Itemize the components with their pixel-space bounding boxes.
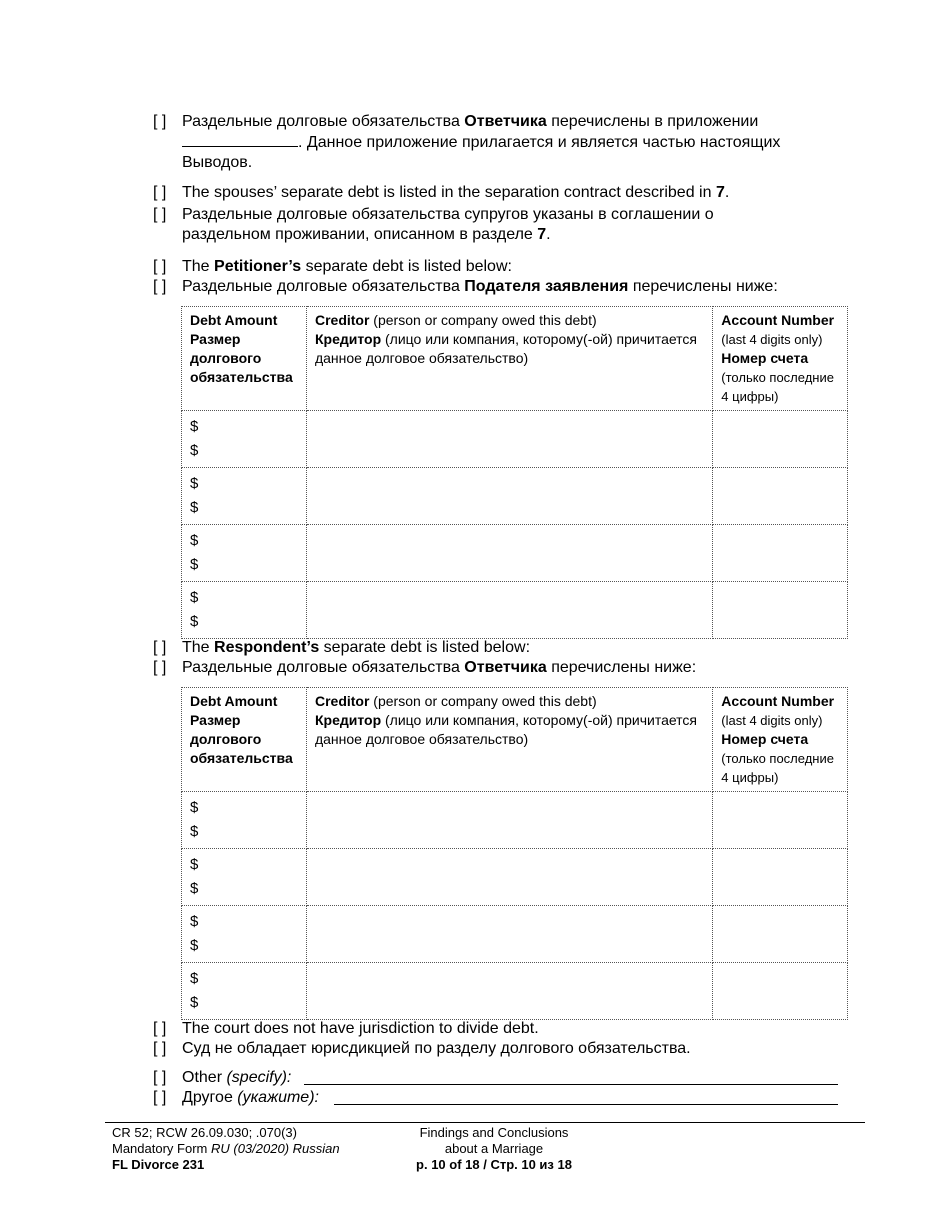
table-row [182,849,848,906]
account-number-cell[interactable] [713,582,848,639]
checkbox[interactable]: [ ] [153,184,167,201]
checkbox[interactable]: [ ] [153,258,167,275]
creditor-header: Creditor (person or company owed this debt) Кредитор (лицо или компания, которому(-ой) причитается данное долговое обязательство) [306,307,712,411]
table-row [182,906,848,963]
account-number-cell[interactable] [713,792,848,849]
other-specify-field[interactable] [304,1084,838,1085]
account-number-header: Account Number (last 4 digits only) Номер счета (только последние 4 цифры) [713,688,848,792]
checkbox[interactable]: [ ] [153,1089,167,1106]
debt-amount-cell[interactable]: $ $ [182,582,307,639]
footer-page-info: Findings and Conclusions about a Marriage p. 10 of 18 / Стр. 10 из 18 [416,1125,572,1172]
respondent-debt-table [181,687,848,1020]
appendix-blank-field[interactable] [182,132,298,147]
checkbox[interactable]: [ ] [153,206,167,223]
table-row [182,525,848,582]
checkbox[interactable]: [ ] [153,639,167,656]
table-row [182,792,848,849]
petitioner-debt-table [181,306,848,639]
checkbox[interactable]: [ ] [153,1040,167,1057]
table-row [182,468,848,525]
account-number-cell[interactable] [713,468,848,525]
creditor-cell[interactable] [306,582,712,639]
account-number-cell[interactable] [713,849,848,906]
creditor-cell[interactable] [306,849,712,906]
creditor-cell[interactable] [306,792,712,849]
checkbox[interactable]: [ ] [153,113,167,130]
checkbox[interactable]: [ ] [153,1020,167,1037]
table-header-row [182,307,848,411]
account-number-cell[interactable] [713,906,848,963]
creditor-cell[interactable] [306,468,712,525]
table-row [182,963,848,1020]
debt-amount-cell[interactable]: $ $ [182,411,307,468]
footer-form-info: CR 52; RCW 26.09.030; .070(3) Mandatory Form RU (03/2020) Russian FL Divorce 231 [112,1125,340,1172]
respondent-appendix-text: Раздельные долговые обязательства Ответчика перечислены в приложении . Данное приложение прилагается и является частью настоящих Выводов. [182,113,781,171]
debt-amount-cell[interactable]: $ $ [182,525,307,582]
other-specify-field-ru[interactable] [334,1104,838,1105]
debt-amount-cell[interactable]: $ $ [182,906,307,963]
debt-amount-header: Debt Amount Размер долгового обязательства [182,688,307,792]
table-header-row [182,688,848,792]
debt-amount-cell[interactable]: $ $ [182,468,307,525]
creditor-cell[interactable] [306,525,712,582]
debt-amount-cell[interactable]: $ $ [182,963,307,1020]
account-number-cell[interactable] [713,525,848,582]
account-number-cell[interactable] [713,963,848,1020]
checkbox[interactable]: [ ] [153,278,167,295]
debt-amount-cell[interactable]: $ $ [182,792,307,849]
debt-amount-header: Debt Amount Размер долгового обязательства [182,307,307,411]
account-number-cell[interactable] [713,411,848,468]
footer-divider [105,1122,865,1123]
account-number-header: Account Number (last 4 digits only) Номер счета (только последние 4 цифры) [713,307,848,411]
creditor-header: Creditor (person or company owed this debt) Кредитор (лицо или компания, которому(-ой) причитается данное долговое обязательство) [306,688,712,792]
table-row [182,411,848,468]
checkbox[interactable]: [ ] [153,659,167,676]
creditor-cell[interactable] [306,906,712,963]
creditor-cell[interactable] [306,411,712,468]
debt-amount-cell[interactable]: $ $ [182,849,307,906]
table-row [182,582,848,639]
creditor-cell[interactable] [306,963,712,1020]
checkbox[interactable]: [ ] [153,1069,167,1086]
